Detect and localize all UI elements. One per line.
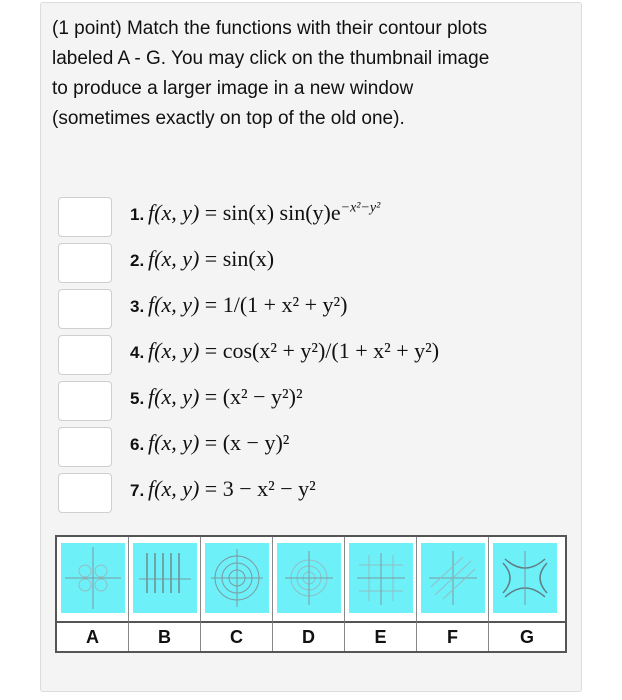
contour-thumbnail-c[interactable]: [205, 543, 269, 613]
contour-plot-table: [55, 535, 567, 653]
answer-input-3[interactable]: [58, 289, 112, 329]
function-formula: f(x, y) = cos(x² + y²)/(1 + x² + y²): [148, 338, 440, 363]
answer-input-5[interactable]: [58, 381, 112, 421]
prompt-line-4: (sometimes exactly on top of the old one).: [52, 108, 405, 129]
plot-label-a: A: [57, 621, 129, 651]
item-number: 7.: [130, 481, 145, 500]
prompt-line-1: (1 point) Match the functions with their contour plots: [52, 18, 488, 39]
plot-label-b: B: [129, 621, 201, 651]
answer-input-7[interactable]: [58, 473, 112, 513]
function-formula: f(x, y) = (x − y)²: [148, 430, 290, 455]
item-number: 2.: [130, 251, 145, 270]
plot-label-c: C: [201, 621, 273, 651]
contour-thumbnail-a[interactable]: [61, 543, 125, 613]
plot-cell-f: [417, 537, 489, 621]
plot-cell-a: [57, 537, 129, 621]
contour-thumbnail-d[interactable]: [277, 543, 341, 613]
answer-input-4[interactable]: [58, 335, 112, 375]
match-item-3: [58, 289, 558, 329]
contour-thumbnail-f[interactable]: [421, 543, 485, 613]
contour-thumbnail-b[interactable]: [133, 543, 197, 613]
function-formula: f(x, y) = sin(x): [148, 246, 275, 271]
question-prompt: [52, 14, 562, 134]
plot-label-g: G: [489, 621, 565, 651]
match-item-5: [58, 381, 558, 421]
function-formula: f(x, y) = sin(x) $\sin(y)e^{-x^2-y^2}$: [148, 200, 381, 225]
plot-cell-g: [489, 537, 565, 621]
function-formula: f(x, y) = (x² − y²)²: [148, 384, 303, 409]
function-formula: f(x, y) = 3 − x² − y²: [148, 476, 316, 501]
plot-cell-d: [273, 537, 345, 621]
answer-input-6[interactable]: [58, 427, 112, 467]
plot-cell-c: [201, 537, 273, 621]
plot-cell-e: [345, 537, 417, 621]
plot-label-e: E: [345, 621, 417, 651]
item-number: 5.: [130, 389, 145, 408]
answer-input-2[interactable]: [58, 243, 112, 283]
plot-label-f: F: [417, 621, 489, 651]
item-number: 3.: [130, 297, 145, 316]
contour-thumbnail-g[interactable]: [493, 543, 557, 613]
match-item-2: [58, 243, 558, 283]
plot-cell-b: [129, 537, 201, 621]
item-number: 1.: [130, 205, 145, 224]
match-item-4: [58, 335, 558, 375]
match-item-7: [58, 473, 558, 513]
answer-input-1[interactable]: [58, 197, 112, 237]
prompt-line-2: labeled A - G. You may click on the thumbnail image: [52, 48, 490, 69]
item-number: 4.: [130, 343, 145, 362]
contour-thumbnail-e[interactable]: [349, 543, 413, 613]
match-item-6: [58, 427, 558, 467]
function-formula: f(x, y) = 1/(1 + x² + y²): [148, 292, 348, 317]
match-item-1: [58, 197, 558, 237]
prompt-line-3: to produce a larger image in a new window: [52, 78, 414, 99]
item-number: 6.: [130, 435, 145, 454]
plot-label-d: D: [273, 621, 345, 651]
